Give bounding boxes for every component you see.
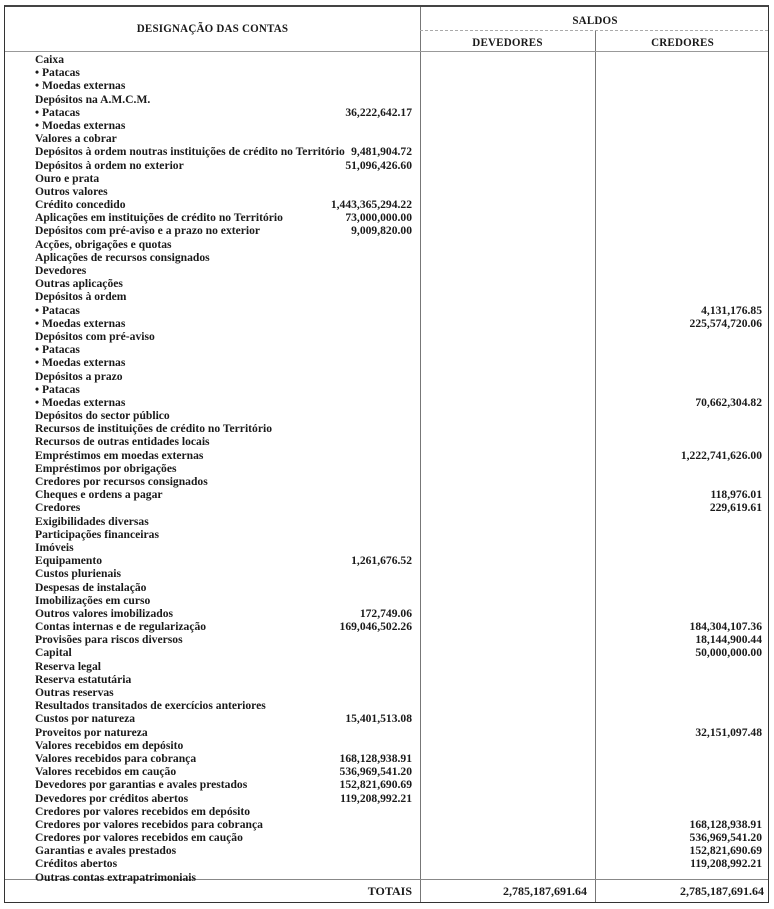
account-name: Provisões para riscos diversos [35, 633, 183, 647]
account-name: Valores recebidos em caução [35, 765, 177, 779]
header-saldos: SALDOS [572, 13, 618, 27]
table-row [5, 554, 768, 567]
devedores-value: 169,046,502.26 [339, 620, 412, 634]
header-credores: CREDORES [651, 35, 714, 49]
table-row [5, 752, 768, 765]
table-row [5, 844, 768, 857]
balance-table [4, 5, 769, 903]
credores-value: 536,969,541.20 [689, 831, 762, 845]
account-name: Custos por natureza [35, 712, 136, 726]
credores-value: 229,619.61 [709, 501, 762, 515]
account-name: Credores por valores recebidos em caução [35, 831, 243, 845]
account-name: Equipamento [35, 554, 103, 568]
account-name: Crédito concedido [35, 198, 126, 212]
account-name: Depósitos a prazo [35, 369, 123, 383]
devedores-value: 119,208,992.21 [340, 791, 412, 805]
table-row [5, 581, 768, 594]
account-name: Acções, obrigações e quotas [35, 237, 172, 251]
table-row [5, 93, 768, 106]
devedores-value: 168,128,938.91 [339, 751, 412, 765]
account-name: Devedores [35, 264, 87, 277]
table-row [5, 79, 768, 92]
credores-value: 225,574,720.06 [689, 316, 762, 330]
credores-value: 70,662,304.82 [695, 395, 762, 409]
account-name: Outras contas extrapatrimoniais [35, 870, 197, 884]
table-row [5, 712, 768, 725]
credores-value: 184,304,107.36 [689, 620, 762, 634]
account-name: Credores [35, 501, 81, 515]
table-row [5, 290, 768, 303]
table-row [5, 567, 768, 580]
table-row [5, 660, 768, 673]
table-row [5, 211, 768, 224]
table-row [5, 686, 768, 699]
account-name: • Patacas [35, 105, 80, 119]
table-row [5, 620, 768, 633]
totals-row [5, 881, 768, 901]
account-name: Outros valores imobilizados [35, 606, 174, 620]
header-devedores: DEVEDORES [472, 35, 543, 49]
table-row [5, 264, 768, 277]
account-name: Devedores por garantias e avales prestados [35, 778, 248, 792]
account-name: Depósitos à ordem no exterior [35, 158, 184, 172]
table-row [5, 343, 768, 356]
devedores-value: 36,222,642.17 [345, 105, 412, 119]
account-name: Recursos de instituições de crédito no Território [35, 422, 272, 436]
table-row [5, 633, 768, 646]
account-name: • Moedas externas [35, 118, 126, 132]
table-row [5, 422, 768, 435]
table-row [5, 396, 768, 409]
table-row [5, 172, 768, 185]
totals-label: TOTAIS [367, 884, 412, 898]
table-row [5, 330, 768, 343]
table-row [5, 805, 768, 818]
account-name: Imóveis [35, 540, 74, 554]
table-row [5, 238, 768, 251]
table-row [5, 594, 768, 607]
table-row [5, 145, 768, 158]
account-name: Outras aplicações [35, 277, 123, 291]
table-row [5, 831, 768, 844]
table-row [5, 119, 768, 132]
credores-value: 1,222,741,626.00 [680, 448, 762, 462]
account-name: • Patacas [35, 382, 80, 396]
account-name: Depósitos à ordem noutras instituições de crédito no Território [35, 145, 345, 159]
account-name: Garantias e avales prestados [35, 844, 177, 858]
table-row [5, 304, 768, 317]
table-row [5, 739, 768, 752]
table-body [5, 53, 768, 884]
table-row [5, 356, 768, 369]
table-row [5, 646, 768, 659]
account-name: Outros valores [35, 184, 108, 198]
table-row [5, 528, 768, 541]
table-row [5, 541, 768, 554]
table-row [5, 475, 768, 488]
table-row [5, 185, 768, 198]
account-name: Caixa [35, 53, 64, 66]
totals-credores: 2,785,187,691.64 [680, 884, 764, 898]
devedores-value: 51,096,426.60 [345, 158, 412, 172]
table-row [5, 277, 768, 290]
account-name: Empréstimos por obrigações [35, 461, 177, 475]
credores-value: 18,144,900.44 [695, 633, 762, 647]
table-row [5, 726, 768, 739]
account-name: • Patacas [35, 66, 80, 80]
table-row [5, 792, 768, 805]
totals-devedores: 2,785,187,691.64 [503, 884, 587, 898]
table-row [5, 224, 768, 237]
devedores-value: 1,443,365,294.22 [330, 198, 412, 212]
credores-value: 4,131,176.85 [701, 303, 762, 317]
table-row [5, 449, 768, 462]
account-name: • Patacas [35, 343, 80, 357]
header-divider [5, 51, 768, 52]
table-row [5, 435, 768, 448]
devedores-value: 152,821,690.69 [339, 778, 412, 792]
account-name: Depósitos com pré-aviso [35, 329, 155, 343]
table-row [5, 383, 768, 396]
devedores-value: 9,481,904.72 [351, 145, 412, 159]
account-name: Empréstimos em moedas externas [35, 448, 204, 462]
account-name: Créditos abertos [35, 857, 118, 871]
credores-value: 118,976.01 [710, 488, 762, 502]
devedores-value: 15,401,513.08 [345, 712, 412, 726]
account-name: Credores por recursos consignados [35, 475, 208, 488]
account-name: • Moedas externas [35, 356, 126, 370]
table-row [5, 370, 768, 383]
account-name: Ouro e prata [35, 171, 100, 185]
account-name: Aplicações de recursos consignados [35, 250, 210, 264]
header-designation: DESIGNAÇÃO DAS CONTAS [136, 21, 289, 35]
account-name: Despesas de instalação [35, 580, 147, 594]
account-name: Imobilizações em curso [35, 593, 151, 607]
credores-value: 32,151,097.48 [695, 725, 762, 739]
devedores-value: 536,969,541.20 [339, 765, 412, 779]
table-row [5, 857, 768, 870]
account-name: Valores recebidos para cobrança [35, 751, 197, 765]
table-row [5, 462, 768, 475]
table-row [5, 106, 768, 119]
table-row [5, 818, 768, 831]
table-row [5, 488, 768, 501]
table-row [5, 317, 768, 330]
table-row [5, 66, 768, 79]
account-name: Resultados transitados de exercícios anteriores [35, 699, 266, 713]
account-name: Devedores por créditos abertos [35, 791, 189, 805]
table-row [5, 673, 768, 686]
account-name: Custos plurienais [35, 567, 122, 581]
account-name: Depósitos na A.M.C.M. [35, 92, 151, 106]
table-row [5, 765, 768, 778]
account-name: • Moedas externas [35, 316, 126, 330]
devedores-value: 1,261,676.52 [351, 554, 412, 568]
table-row [5, 409, 768, 422]
saldos-subheader-divider [420, 30, 768, 31]
devedores-value: 9,009,820.00 [351, 224, 412, 238]
account-name: Depósitos com pré-aviso e a prazo no exterior [35, 224, 261, 238]
credores-value: 119,208,992.21 [690, 857, 762, 871]
account-name: Reserva estatutária [35, 672, 132, 686]
devedores-value: 73,000,000.00 [345, 211, 412, 225]
account-name: Recursos de outras entidades locais [35, 435, 210, 449]
credores-value: 168,128,938.91 [689, 817, 762, 831]
table-row [5, 198, 768, 211]
account-name: Participações financeiras [35, 527, 159, 541]
account-name: Aplicações em instituições de crédito no Território [35, 211, 283, 225]
table-row [5, 132, 768, 145]
account-name: Credores por valores recebidos em depósito [35, 804, 251, 818]
account-name: Depósitos do sector público [35, 409, 170, 423]
account-name: Proveitos por natureza [35, 725, 148, 739]
devedores-value: 172,749.06 [359, 606, 412, 620]
account-name: Credores por valores recebidos para cobrança [35, 817, 263, 831]
account-name: • Moedas externas [35, 395, 126, 409]
account-name: Cheques e ordens a pagar [35, 488, 163, 502]
table-row [5, 699, 768, 712]
table-row [5, 159, 768, 172]
table-row [5, 778, 768, 791]
credores-value: 50,000,000.00 [695, 646, 762, 660]
table-row [5, 515, 768, 528]
account-name: Contas internas e de regularização [35, 620, 207, 634]
account-name: Valores a cobrar [35, 132, 117, 146]
account-name: Outras reservas [35, 686, 114, 699]
table-row [5, 53, 768, 66]
account-name: • Moedas externas [35, 79, 126, 93]
account-name: Reserva legal [35, 659, 101, 673]
account-name: • Patacas [35, 303, 80, 317]
table-row [5, 251, 768, 264]
account-name: Valores recebidos em depósito [35, 738, 184, 752]
account-name: Exigibilidades diversas [35, 514, 149, 528]
table-row [5, 607, 768, 620]
account-name: Capital [35, 646, 72, 660]
credores-value: 152,821,690.69 [689, 844, 762, 858]
account-name: Depósitos à ordem [35, 290, 127, 304]
table-row [5, 501, 768, 514]
